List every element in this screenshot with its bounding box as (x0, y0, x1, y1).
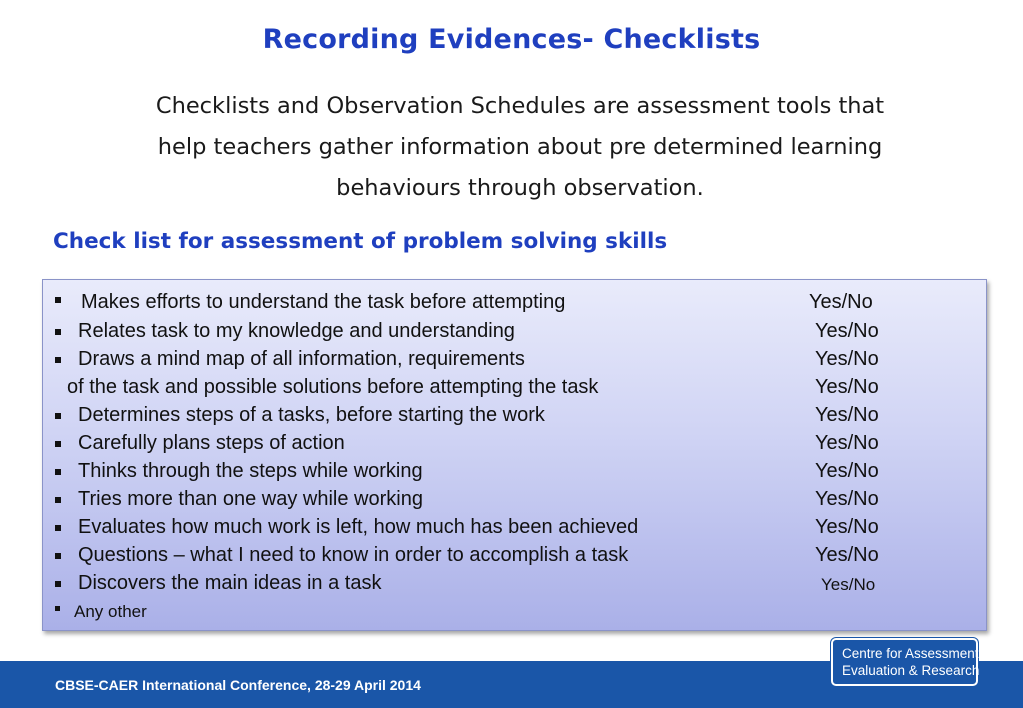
checklist-item-text: Questions – what I need to know in order to accomplish a task (78, 544, 629, 566)
footer-conference-text: CBSE-CAER International Conference, 28-29 April 2014 (55, 677, 421, 693)
square-bullet-icon (55, 606, 60, 611)
checklist-item-response: Yes/No (815, 432, 879, 454)
intro-line: behaviours through observation. (336, 175, 704, 201)
slide-title: Recording Evidences- Checklists (262, 24, 761, 55)
checklist-item-response: Yes/No (815, 320, 879, 342)
checklist-item-text: Evaluates how much work is left, how much has been achieved (78, 516, 639, 538)
square-bullet-icon (55, 469, 61, 475)
checklist-item-response: Yes/No (821, 575, 876, 594)
square-bullet-icon (55, 553, 61, 559)
checklist-item-text: Any other (74, 602, 147, 621)
checklist-item-text: of the task and possible solutions before attempting the task (67, 376, 599, 398)
intro-line: Checklists and Observation Schedules are assessment tools that (155, 93, 885, 119)
checklist-item (43, 348, 988, 376)
logo-line: Centre for Assessment (842, 646, 979, 661)
square-bullet-icon (55, 525, 61, 531)
checklist-item (43, 291, 988, 319)
checklist-item (43, 404, 988, 432)
square-bullet-icon (55, 297, 61, 303)
checklist-item-text: Thinks through the steps while working (78, 460, 423, 482)
intro-line: help teachers gather information about pre determined learning (157, 134, 883, 160)
checklist-item (43, 320, 988, 348)
logo-line: Evaluation & Research (842, 663, 980, 678)
checklist-item-text: Determines steps of a tasks, before starting the work (78, 404, 545, 426)
checklist-item (43, 516, 988, 544)
checklist-item (43, 544, 988, 572)
intro-paragraph (90, 86, 950, 209)
checklist-box (42, 279, 987, 631)
square-bullet-icon (55, 581, 61, 587)
checklist-item (43, 432, 988, 460)
checklist-item-text: Tries more than one way while working (78, 488, 423, 510)
checklist-item (43, 601, 988, 629)
checklist-item-text: Makes efforts to understand the task before attempting (81, 291, 566, 313)
checklist-item-text: Draws a mind map of all information, requirements (78, 348, 525, 370)
checklist-item-response: Yes/No (815, 488, 879, 510)
checklist-item-response: Yes/No (815, 544, 879, 566)
checklist-item-response: Yes/No (815, 376, 879, 398)
square-bullet-icon (55, 357, 61, 363)
checklist-item (43, 488, 988, 516)
checklist-item-response: Yes/No (815, 460, 879, 482)
checklist-item-response: Yes/No (815, 348, 879, 370)
checklist-item-response: Yes/No (815, 516, 879, 538)
caer-logo (831, 638, 978, 686)
square-bullet-icon (55, 497, 61, 503)
checklist-item-text: Carefully plans steps of action (78, 432, 345, 454)
checklist-item-response: Yes/No (815, 404, 879, 426)
checklist-item-text: Discovers the main ideas in a task (78, 572, 382, 594)
checklist-item-continuation (43, 376, 988, 404)
square-bullet-icon (55, 441, 61, 447)
square-bullet-icon (55, 413, 61, 419)
checklist-item (43, 572, 988, 600)
square-bullet-icon (55, 329, 61, 335)
checklist-item (43, 460, 988, 488)
checklist-item-response: Yes/No (809, 291, 873, 313)
checklist-item-text: Relates task to my knowledge and understanding (78, 320, 515, 342)
checklist-heading: Check list for assessment of problem solving skills (53, 229, 668, 254)
